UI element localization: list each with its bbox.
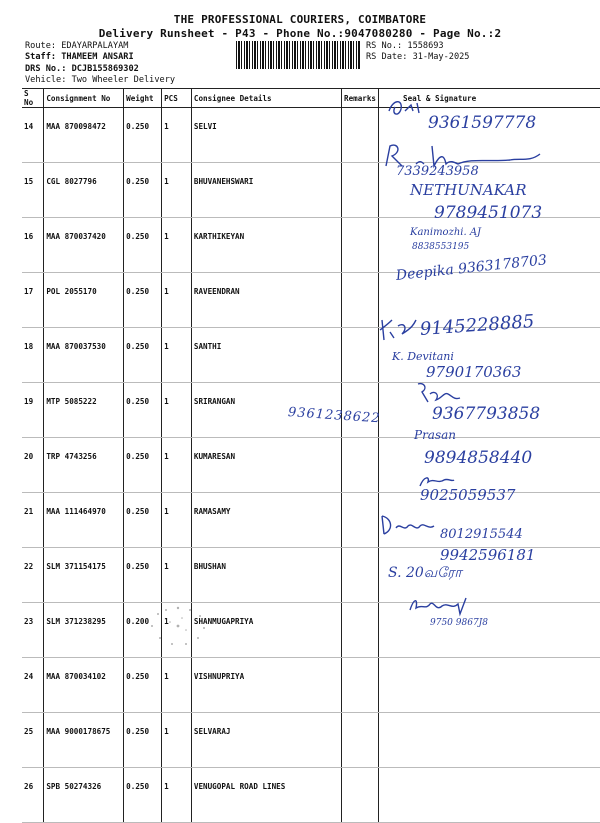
row-consignment: POL 2055170 <box>44 273 124 328</box>
row-weight: 0.250 <box>124 163 162 218</box>
row-sno: 23 <box>22 603 44 658</box>
row-consignment: CGL 8027796 <box>44 163 124 218</box>
row-consignee: SANTHI <box>191 328 341 383</box>
row-consignee: SELVARAJ <box>191 713 341 768</box>
row-pcs: 1 <box>162 273 192 328</box>
row-remarks <box>342 603 379 658</box>
staff-label: Staff: THAMEEM ANSARI <box>25 52 134 62</box>
row-sno: 15 <box>22 163 44 218</box>
table-row <box>22 658 600 713</box>
row-pcs: 1 <box>162 658 192 713</box>
row-sno: 25 <box>22 713 44 768</box>
handwritten-phone: 9942596181 <box>440 546 536 564</box>
row-remarks <box>342 273 379 328</box>
handwritten-phone: 9025059537 <box>420 486 516 504</box>
row-remarks <box>342 493 379 548</box>
row-consignee: VENUGOPAL ROAD LINES <box>191 768 341 823</box>
row-signature <box>379 768 600 823</box>
signature-scribble <box>378 316 418 342</box>
row-consignment: MTP 5085222 <box>44 383 124 438</box>
row-weight: 0.250 <box>124 713 162 768</box>
row-pcs: 1 <box>162 383 192 438</box>
row-consignment: MAA 870037530 <box>44 328 124 383</box>
row-weight: 0.250 <box>124 438 162 493</box>
row-weight: 0.250 <box>124 273 162 328</box>
handwritten-phone: 8012915544 <box>440 527 523 542</box>
row-sno: 19 <box>22 383 44 438</box>
row-pcs: 1 <box>162 548 192 603</box>
row-sno: 16 <box>22 218 44 273</box>
row-consignee: KARTHIKEYAN <box>191 218 341 273</box>
handwritten-phone: 9789451073 <box>434 203 543 223</box>
header-weight: Weight <box>124 89 162 108</box>
row-pcs: 1 <box>162 493 192 548</box>
handwritten-phone: 8838553195 <box>412 242 470 252</box>
row-consignment: SPB 50274326 <box>44 768 124 823</box>
handwritten-name: Kanimozhi. AJ <box>410 227 482 238</box>
row-consignee: VISHNUPRIYA <box>191 658 341 713</box>
row-remarks <box>342 548 379 603</box>
table-row <box>22 768 600 823</box>
row-consignment: SLM 371154175 <box>44 548 124 603</box>
handwritten-phone: 9361597778 <box>428 113 537 133</box>
header-sno: S No <box>22 89 44 108</box>
company-title: THE PROFESSIONAL COURIERS, COIMBATORE <box>173 13 427 26</box>
header-pcs: PCS <box>162 89 192 108</box>
row-consignee: SELVI <box>191 108 341 163</box>
row-remarks <box>342 163 379 218</box>
rs-date: RS Date: 31-May-2025 <box>366 52 470 62</box>
row-sno: 26 <box>22 768 44 823</box>
row-consignment: SLM 371238295 <box>44 603 124 658</box>
row-pcs: 1 <box>162 603 192 658</box>
row-pcs: 1 <box>162 328 192 383</box>
row-consignee: BHUVANEHSWARI <box>191 163 341 218</box>
handwritten-phone: 9894858440 <box>424 448 533 468</box>
row-consignee: RAVEENDRAN <box>191 273 341 328</box>
row-consignee: SRIRANGAN <box>191 383 341 438</box>
row-weight: 0.250 <box>124 768 162 823</box>
row-pcs: 1 <box>162 108 192 163</box>
row-signature <box>379 658 600 713</box>
row-remarks <box>342 328 379 383</box>
row-sno: 17 <box>22 273 44 328</box>
row-remarks <box>342 713 379 768</box>
row-pcs: 1 <box>162 438 192 493</box>
signature-scribble <box>378 512 438 538</box>
header-consignee: Consignee Details <box>191 89 341 108</box>
row-weight: 0.250 <box>124 548 162 603</box>
handwritten-name-phone: Deepika 9363178703 <box>395 252 548 284</box>
row-remarks <box>342 108 379 163</box>
row-remarks <box>342 768 379 823</box>
table-row <box>22 603 600 658</box>
row-weight: 0.250 <box>124 108 162 163</box>
row-weight: 0.200 <box>124 603 162 658</box>
handwritten-phone: 9790170363 <box>426 363 522 381</box>
row-pcs: 1 <box>162 218 192 273</box>
row-consignment: MAA 870034102 <box>44 658 124 713</box>
rs-number: RS No.: 1558693 <box>366 41 444 51</box>
row-consignee: RAMASAMY <box>191 493 341 548</box>
header-consignment: Consignment No <box>44 89 124 108</box>
row-sno: 18 <box>22 328 44 383</box>
handwritten-phone: 9361238622 <box>287 405 382 427</box>
row-signature <box>379 713 600 768</box>
row-sno: 22 <box>22 548 44 603</box>
runsheet-subtitle: Delivery Runsheet - P43 - Phone No.:9047080280 - Page No.:2 <box>98 27 502 40</box>
signature-scribble <box>406 594 476 620</box>
row-consignee: BHUSHAN <box>191 548 341 603</box>
row-weight: 0.250 <box>124 383 162 438</box>
faded-stamp <box>142 604 214 648</box>
route-label: Route: EDAYARPALAYAM <box>25 41 129 51</box>
handwritten-name: S. 20வரோ <box>388 565 462 581</box>
handwritten-phone: 7339243958 <box>396 164 479 179</box>
table-row <box>22 713 600 768</box>
row-pcs: 1 <box>162 163 192 218</box>
row-consignee: SHANMUGAPRIYA <box>191 603 341 658</box>
row-consignment: TRP 4743256 <box>44 438 124 493</box>
row-sno: 24 <box>22 658 44 713</box>
row-pcs: 1 <box>162 768 192 823</box>
handwritten-name: Prasan <box>414 428 457 442</box>
header-signature: Seal & Signature <box>379 89 600 108</box>
header-remarks: Remarks <box>342 89 379 108</box>
row-consignment: MAA 111464970 <box>44 493 124 548</box>
row-remarks <box>342 658 379 713</box>
barcode <box>236 41 361 69</box>
row-sno: 21 <box>22 493 44 548</box>
row-sno: 20 <box>22 438 44 493</box>
handwritten-phone: 9750 9867J8 <box>430 618 489 628</box>
row-remarks <box>342 218 379 273</box>
row-consignment: MAA 9000178675 <box>44 713 124 768</box>
row-weight: 0.250 <box>124 493 162 548</box>
vehicle-label: Vehicle: Two Wheeler Delivery <box>25 75 176 85</box>
row-pcs: 1 <box>162 713 192 768</box>
row-weight: 0.250 <box>124 658 162 713</box>
row-weight: 0.250 <box>124 218 162 273</box>
handwritten-phone: 9367793858 <box>432 404 541 424</box>
drs-label: DRS No.: DCJB155869302 <box>25 64 139 74</box>
handwritten-phone: 9145228885 <box>419 311 535 340</box>
handwritten-name: NETHUNAKAR <box>410 181 527 199</box>
row-sno: 14 <box>22 108 44 163</box>
row-consignment: MAA 870098472 <box>44 108 124 163</box>
handwritten-name: K. Devitani <box>392 350 454 363</box>
row-remarks <box>342 438 379 493</box>
row-consignment: MAA 870037420 <box>44 218 124 273</box>
row-consignee: KUMARESAN <box>191 438 341 493</box>
table-header-row <box>22 89 600 108</box>
row-weight: 0.250 <box>124 328 162 383</box>
